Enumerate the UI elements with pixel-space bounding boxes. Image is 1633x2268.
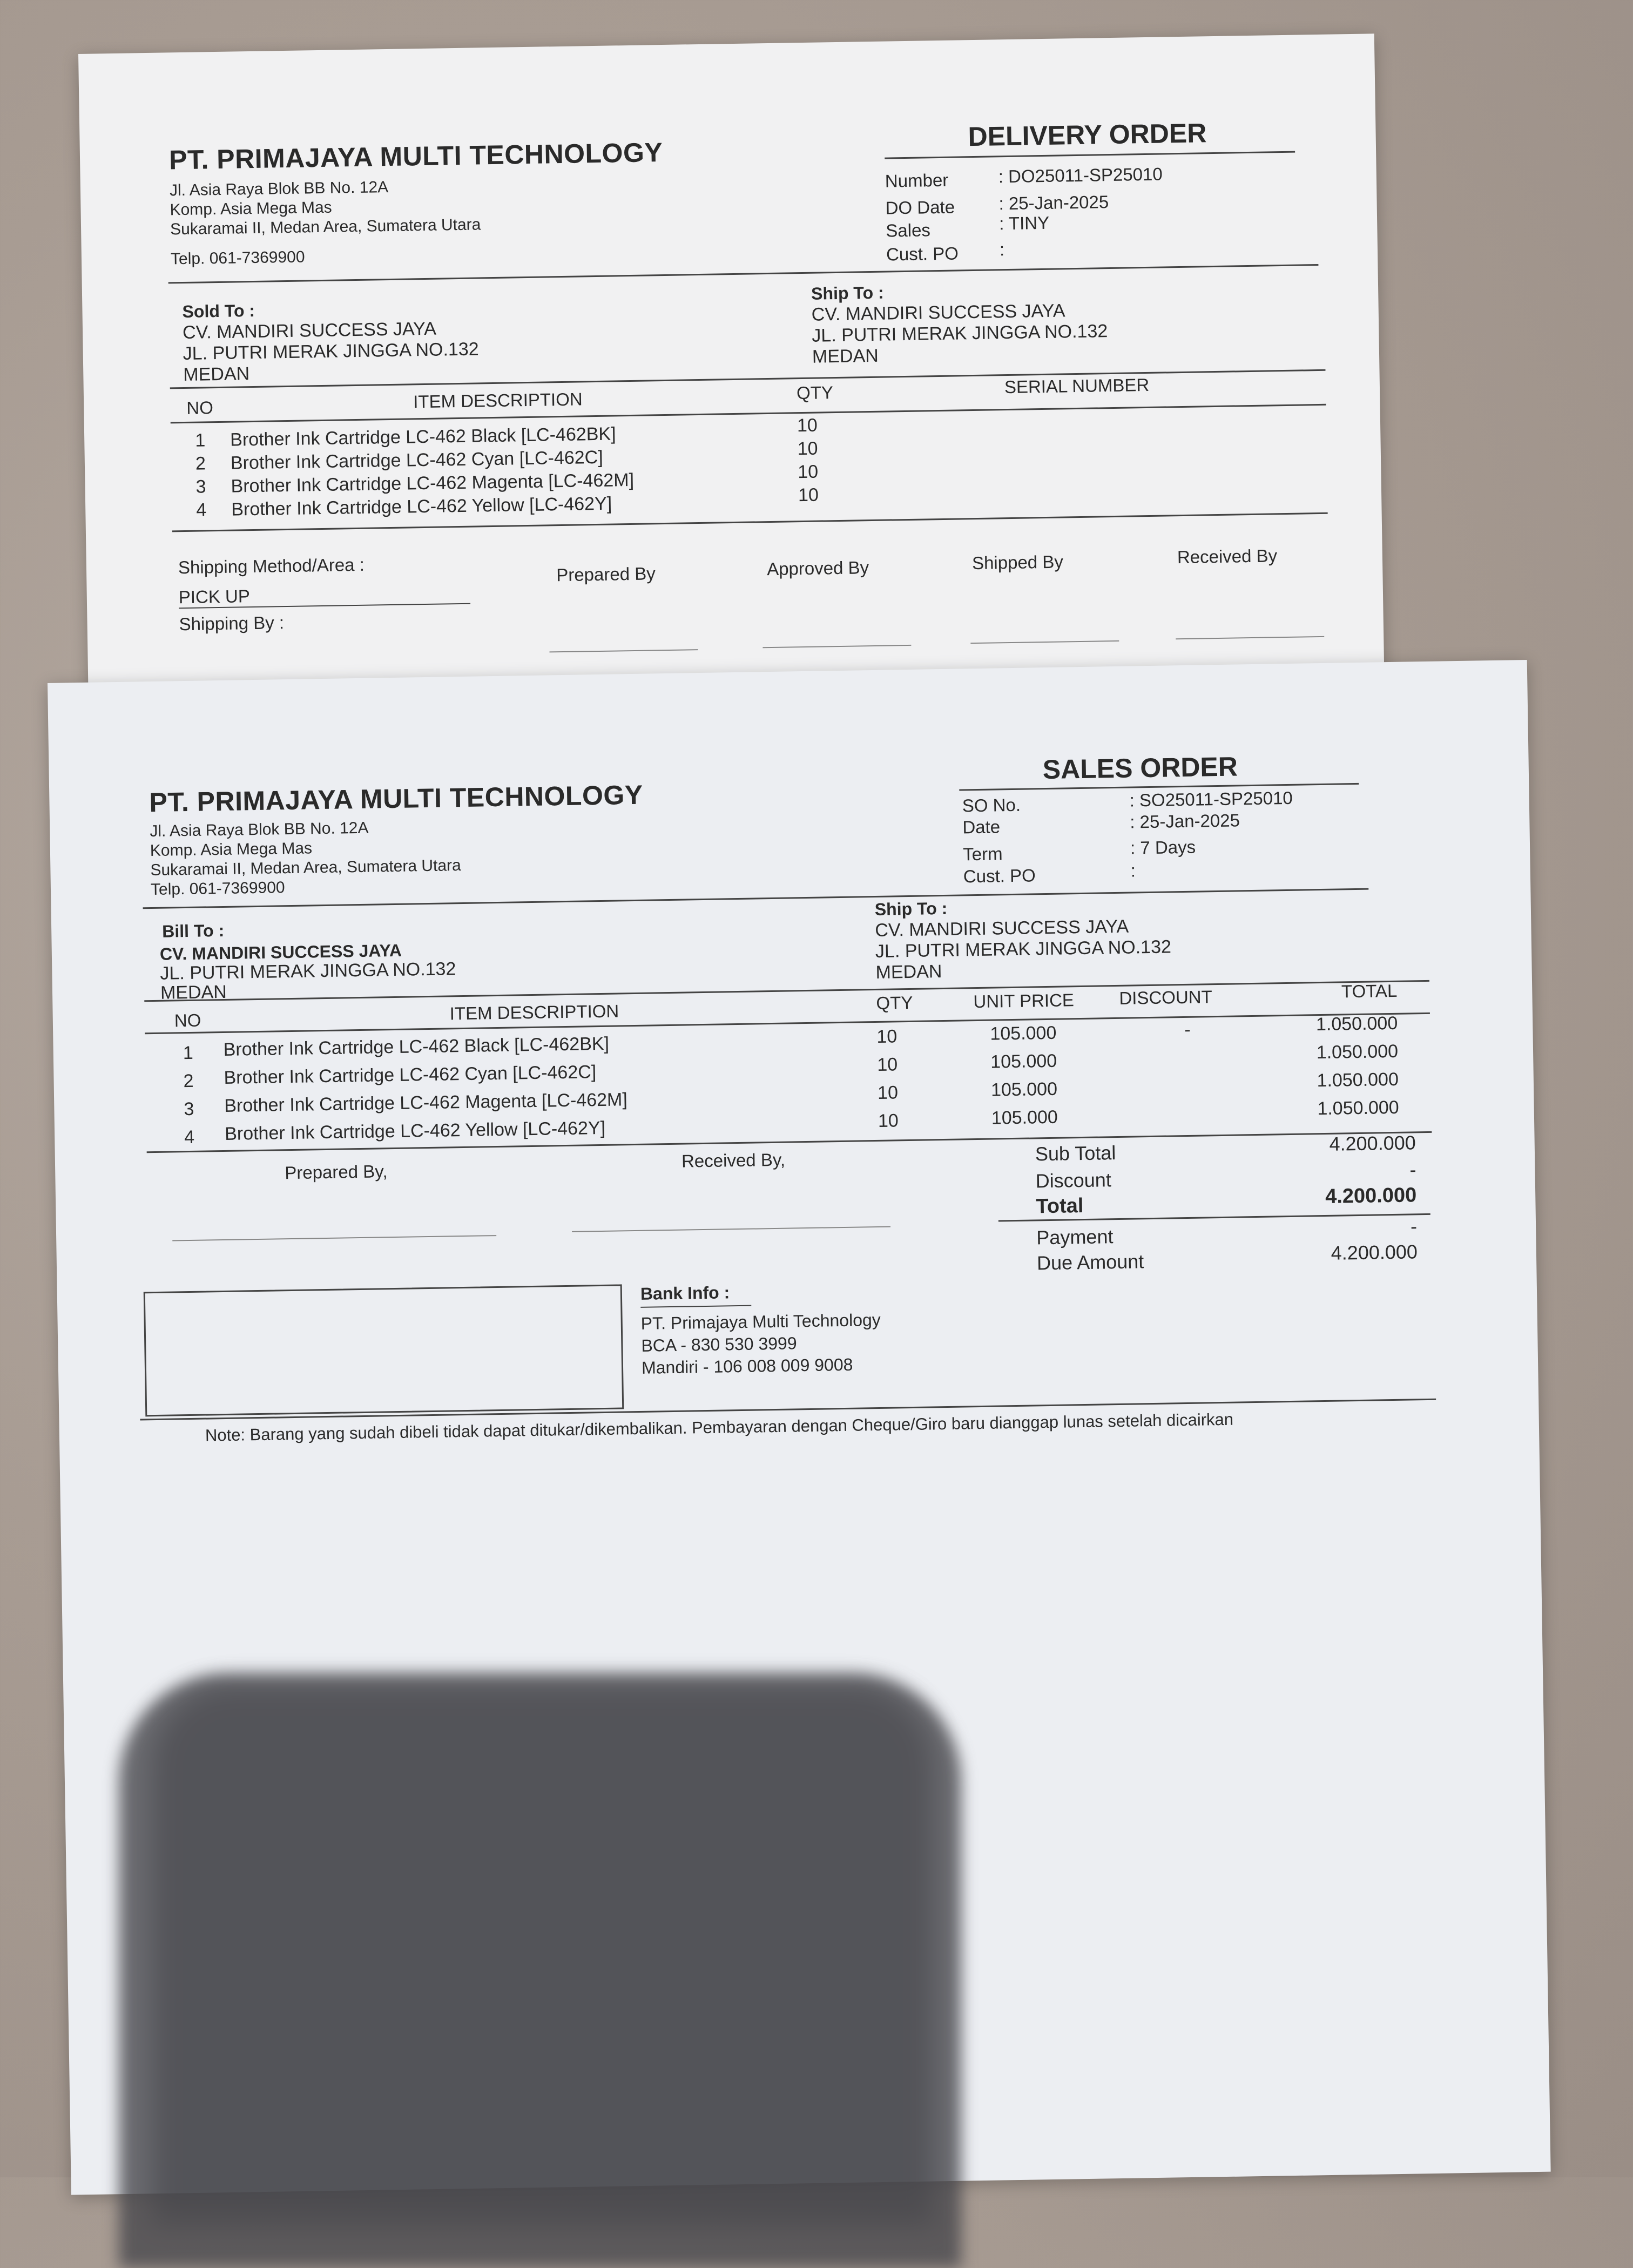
do-row-no: 1 (194, 430, 206, 451)
so-meta-custpo-label: Cust. PO (963, 865, 1036, 887)
do-row-desc: Brother Ink Cartridge LC-462 Black [LC-462BK] (230, 423, 616, 450)
so-total-label: Total (1036, 1194, 1084, 1218)
so-bank-info-line-1: PT. Primajaya Multi Technology (640, 1310, 881, 1333)
so-subtotal-label: Sub Total (1035, 1142, 1116, 1165)
do-company-name: PT. PRIMAJAYA MULTI TECHNOLOGY (168, 137, 663, 176)
so-bank-info-underline (640, 1305, 751, 1308)
so-bank-info-line-3: Mandiri - 106 008 009 9008 (641, 1354, 853, 1378)
phone-shadow (119, 1674, 961, 2268)
so-row-desc: Brother Ink Cartridge LC-462 Cyan [LC-462C] (224, 1062, 597, 1088)
do-col-serial: SERIAL NUMBER (1004, 374, 1150, 397)
do-sig-received-label: Received By (1177, 545, 1278, 568)
so-bill-to-name: CV. MANDIRI SUCCESS JAYA (159, 940, 402, 964)
so-row-no: 3 (184, 1098, 194, 1120)
do-row-no: 3 (195, 476, 206, 497)
do-row-qty: 10 (797, 438, 818, 460)
so-bill-to-line-2: MEDAN (160, 981, 227, 1003)
do-meta-sales-value: : TINY (998, 212, 1050, 234)
do-sold-to-line-3: MEDAN (183, 363, 250, 386)
so-row-qty: 10 (876, 1026, 898, 1047)
so-col-no: NO (174, 1010, 201, 1031)
so-meta-custpo-value: : (1130, 860, 1136, 881)
do-sig-prepared-label: Prepared By (556, 563, 656, 585)
do-meta-date-label: DO Date (885, 197, 955, 218)
do-address-line-3: Sukaramai II, Medan Area, Sumatera Utara (170, 215, 481, 239)
do-row-desc: Brother Ink Cartridge LC-462 Cyan [LC-462C] (230, 447, 603, 474)
so-ship-to-line-2: JL. PUTRI MERAK JINGGA NO.132 (875, 936, 1172, 962)
so-col-desc: ITEM DESCRIPTION (449, 1001, 619, 1024)
so-col-unit-price: UNIT PRICE (973, 990, 1075, 1012)
so-col-discount: DISCOUNT (1119, 987, 1213, 1008)
do-row-desc: Brother Ink Cartridge LC-462 Magenta [LC-462M] (231, 469, 635, 497)
so-meta-term-value: : 7 Days (1130, 836, 1196, 858)
so-ship-to-line-3: MEDAN (875, 961, 942, 983)
so-row-no: 1 (183, 1042, 194, 1064)
do-table-header-line (171, 404, 1326, 424)
so-due-amount-value: 4.200.000 (1331, 1240, 1418, 1264)
do-meta-number-value: : DO25011-SP25010 (998, 164, 1163, 187)
so-discount-value: - (1409, 1158, 1416, 1181)
so-note: Note: Barang yang sudah dibeli tidak dapat ditukar/dikembalikan. Pembayaran dengan Cheque/Giro baru dianggap lunas setelah dicairkan (205, 1409, 1234, 1445)
so-table-top-line (144, 980, 1429, 1002)
do-meta-custpo-value: : (999, 239, 1005, 260)
so-row-no: 2 (183, 1070, 194, 1092)
so-total-value: 4.200.000 (1325, 1184, 1417, 1208)
so-company-name: PT. PRIMAJAYA MULTI TECHNOLOGY (149, 779, 643, 818)
so-meta-date-value: : 25-Jan-2025 (1129, 810, 1240, 832)
so-prepared-by-label: Prepared By, (285, 1161, 388, 1183)
so-row-unit-price: 105.000 (990, 1050, 1057, 1072)
do-meta-custpo-label: Cust. PO (886, 243, 959, 265)
do-row-qty: 10 (797, 415, 818, 436)
do-row-qty: 10 (798, 484, 819, 506)
do-ship-to-line-1: CV. MANDIRI SUCCESS JAYA (811, 300, 1065, 325)
so-discount-label: Discount (1035, 1169, 1112, 1192)
do-sold-to-line-2: JL. PUTRI MERAK JINGGA NO.132 (183, 339, 479, 364)
do-col-no: NO (186, 397, 214, 418)
do-meta-sales-label: Sales (886, 220, 931, 241)
so-bill-to-label: Bill To : (161, 920, 225, 941)
do-ship-to-label: Ship To : (811, 282, 884, 303)
do-sig-approved-label: Approved By (766, 557, 869, 579)
do-col-qty: QTY (796, 382, 834, 403)
so-received-by-label: Received By, (681, 1149, 786, 1171)
so-meta-sono-label: SO No. (962, 794, 1021, 816)
do-sold-to-line-1: CV. MANDIRI SUCCESS JAYA (182, 318, 437, 343)
do-address-line-1: Jl. Asia Raya Blok BB No. 12A (169, 178, 389, 200)
do-meta-date-value: : 25-Jan-2025 (998, 192, 1109, 214)
so-row-desc: Brother Ink Cartridge LC-462 Magenta [LC-462M] (224, 1089, 628, 1116)
so-bank-info-line-2: BCA - 830 530 3999 (641, 1333, 797, 1355)
do-shipping-by-label: Shipping By : (179, 612, 285, 634)
so-row-total: 1.050.000 (1317, 1097, 1399, 1119)
so-address-line-3: Sukaramai II, Medan Area, Sumatera Utara (150, 856, 461, 880)
so-subtotal-value: 4.200.000 (1329, 1131, 1416, 1155)
so-received-by-line (572, 1226, 890, 1232)
so-meta-term-label: Term (962, 843, 1003, 865)
so-payment-value: - (1410, 1215, 1418, 1238)
so-ship-to-label: Ship To : (874, 898, 948, 919)
so-address-line-1: Jl. Asia Raya Blok BB No. 12A (150, 819, 369, 841)
so-bank-info-label: Bank Info : (640, 1282, 730, 1304)
do-sig-shipped-label: Shipped By (971, 551, 1064, 573)
do-phone: Telp. 061-7369900 (170, 248, 305, 268)
do-sig-prepared-line (549, 649, 698, 652)
so-stamp-box (144, 1284, 624, 1416)
do-table-top-line (170, 369, 1326, 389)
do-col-desc: ITEM DESCRIPTION (413, 389, 583, 412)
so-due-amount-label: Due Amount (1036, 1250, 1144, 1274)
do-shipping-method-label: Shipping Method/Area : (178, 554, 365, 578)
do-header-divider (168, 264, 1319, 284)
so-row-qty: 10 (878, 1110, 899, 1131)
so-row-discount: - (1184, 1019, 1191, 1041)
so-row-desc: Brother Ink Cartridge LC-462 Black [LC-462BK] (223, 1033, 610, 1060)
so-col-total: TOTAL (1341, 980, 1398, 1002)
do-address-line-2: Komp. Asia Mega Mas (170, 198, 332, 219)
so-row-total: 1.050.000 (1316, 1041, 1399, 1063)
do-shipping-method-value: PICK UP (178, 586, 251, 608)
do-row-no: 4 (195, 500, 207, 521)
do-meta-number-label: Number (885, 170, 949, 191)
do-sold-to-label: Sold To : (182, 300, 255, 322)
do-sig-approved-line (762, 645, 911, 648)
do-row-qty: 10 (798, 461, 819, 483)
do-row-desc: Brother Ink Cartridge LC-462 Yellow [LC-462Y] (231, 493, 612, 520)
do-ship-to-line-2: JL. PUTRI MERAK JINGGA NO.132 (812, 321, 1108, 346)
so-row-total: 1.050.000 (1317, 1069, 1399, 1091)
do-ship-to-line-3: MEDAN (812, 345, 879, 367)
so-phone: Telp. 061-7369900 (150, 879, 285, 899)
so-row-desc: Brother Ink Cartridge LC-462 Yellow [LC-462Y] (224, 1117, 606, 1144)
do-title: DELIVERY ORDER (968, 118, 1207, 152)
so-address-line-2: Komp. Asia Mega Mas (150, 839, 313, 860)
so-prepared-by-line (172, 1235, 496, 1241)
so-row-no: 4 (184, 1126, 195, 1148)
delivery-order-sheet (78, 33, 1385, 756)
so-title: SALES ORDER (1042, 751, 1238, 785)
so-row-total: 1.050.000 (1315, 1013, 1398, 1035)
so-ship-to-line-1: CV. MANDIRI SUCCESS JAYA (875, 916, 1129, 941)
so-meta-sono-value: : SO25011-SP25010 (1129, 787, 1293, 811)
so-row-qty: 10 (876, 1054, 898, 1075)
so-row-qty: 10 (877, 1082, 899, 1103)
do-sig-received-line (1176, 636, 1324, 639)
so-row-unit-price: 105.000 (991, 1106, 1058, 1129)
so-meta-date-label: Date (962, 816, 1001, 838)
so-col-qty: QTY (876, 992, 913, 1013)
so-bill-to-line-1: JL. PUTRI MERAK JINGGA NO.132 (160, 959, 456, 984)
so-row-unit-price: 105.000 (990, 1078, 1058, 1101)
do-title-underline (885, 151, 1295, 159)
do-sig-shipped-line (970, 640, 1119, 644)
so-table-header-line (145, 1013, 1430, 1034)
so-row-unit-price: 105.000 (990, 1022, 1057, 1044)
so-header-divider (143, 888, 1369, 909)
so-payment-label: Payment (1036, 1225, 1114, 1249)
do-row-no: 2 (195, 453, 206, 474)
